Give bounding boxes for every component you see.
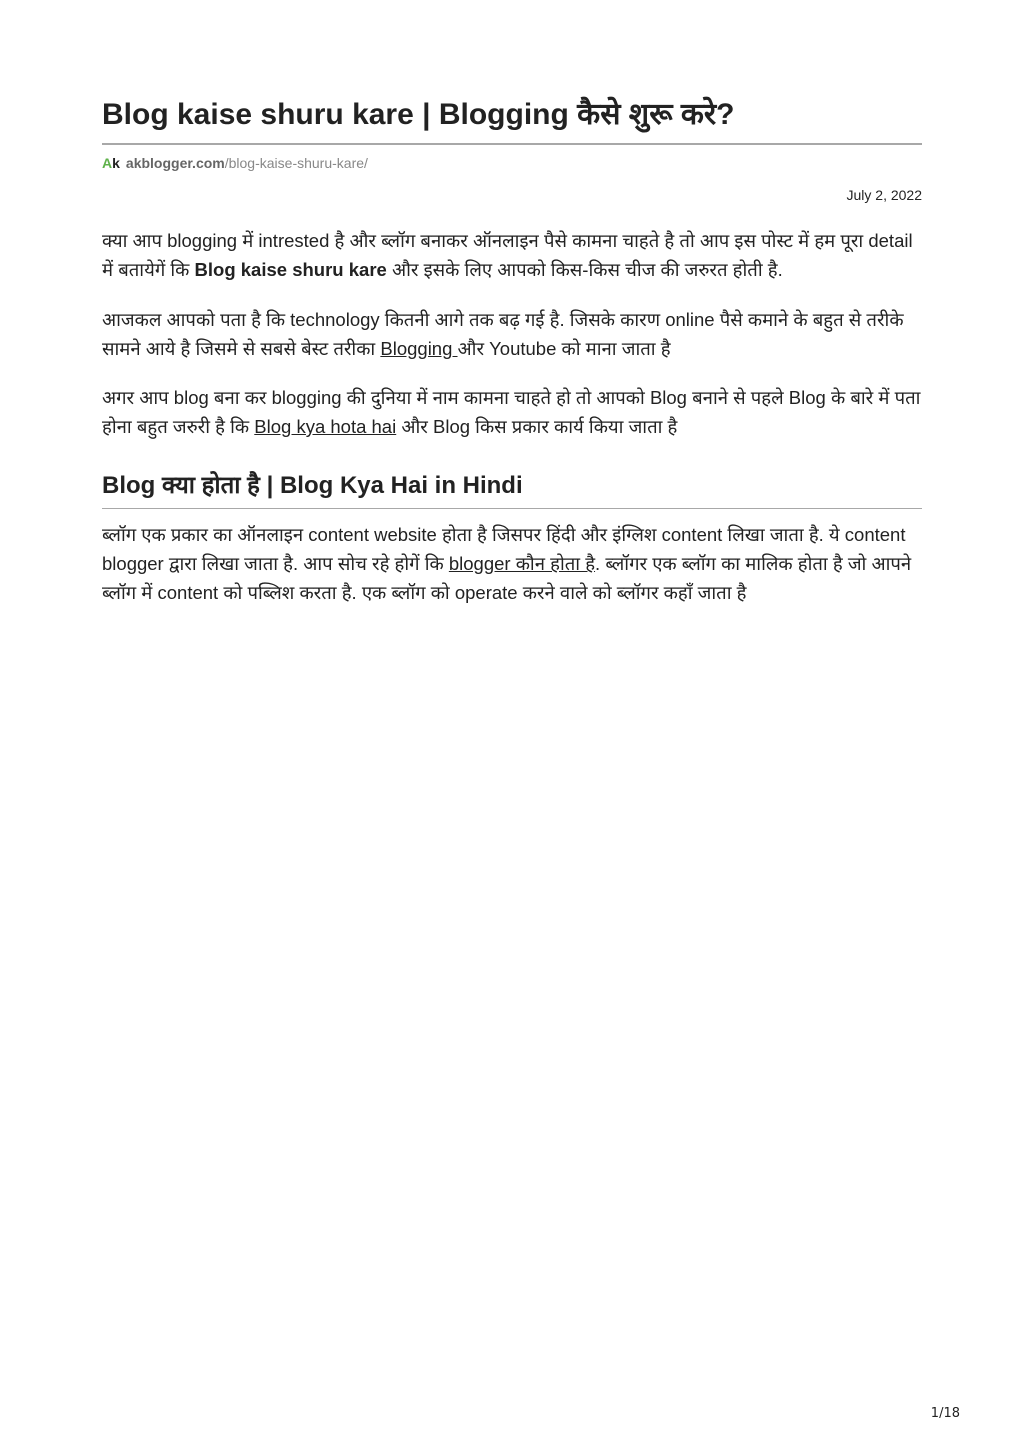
section-heading: Blog क्या होता है | Blog Kya Hai in Hindi [102,472,523,499]
bold-phrase: Blog kaise shuru kare [194,259,387,280]
blog-kya-hota-hai-link[interactable]: Blog kya hota hai [254,416,397,437]
source-domain[interactable]: akblogger.com [125,155,225,171]
paragraph-blog-intro: अगर आप blog बना कर blogging की दुनिया में नाम कामना चाहते हो तो आपको Blog बनाने से पहले Blog के बारे में पता होना बहुत जरुरी है कि Blog kya hota hai और Blog किस प्रकार कार्य किया जाता है [102,387,921,437]
title-divider [102,143,922,145]
publish-date: July 2, 2022 [846,187,922,203]
paragraph-technology: आजकल आपको पता है कि technology कितनी आगे तक बढ़ गई है. जिसके कारण online पैसे कमाने के बहुत से तरीके सामने आये है जिसमे से सबसे बेस्ट तरीका Blogging और Youtube को माना जाता है [102,309,904,359]
paragraph-blog-definition: ब्लॉग एक प्रकार का ऑनलाइन content website होता है जिसपर हिंदी और इंग्लिश content लिखा जाता है. ये content blogger द्वारा लिखा जाता है. आप सोच रहे होगें कि blogger कौन होता है. ब्लॉगर एक ब्लॉग का मालिक होता है जो आपने ब्लॉग में content को पब्लिश करता है. एक ब्लॉग को operate करने वाले को ब्लॉगर कहाँ जाता है [102,524,912,603]
blogger-kaun-hota-hai-link[interactable]: blogger कौन होता है [448,553,596,574]
article-title: Blog kaise shuru kare | Blogging कैसे शुरू करे? [102,98,735,131]
blogging-link[interactable]: Blogging [380,338,458,359]
paragraph-intro: क्या आप blogging में intrested है और ब्लॉग बनाकर ऑनलाइन पैसे कामना चाहते है तो आप इस पोस्ट में हम पूरा detail में बतायेगें कि Blog kaise shuru kare और इसके लिए आपको किस-किस चीज की जरुरत होती है. [102,230,913,280]
source-line [102,154,368,172]
section-divider [102,508,922,509]
page-number: 1/18 [930,1406,960,1421]
site-logo-icon: Ak [102,155,120,171]
source-path[interactable]: /blog-kaise-shuru-kare/ [224,155,368,171]
